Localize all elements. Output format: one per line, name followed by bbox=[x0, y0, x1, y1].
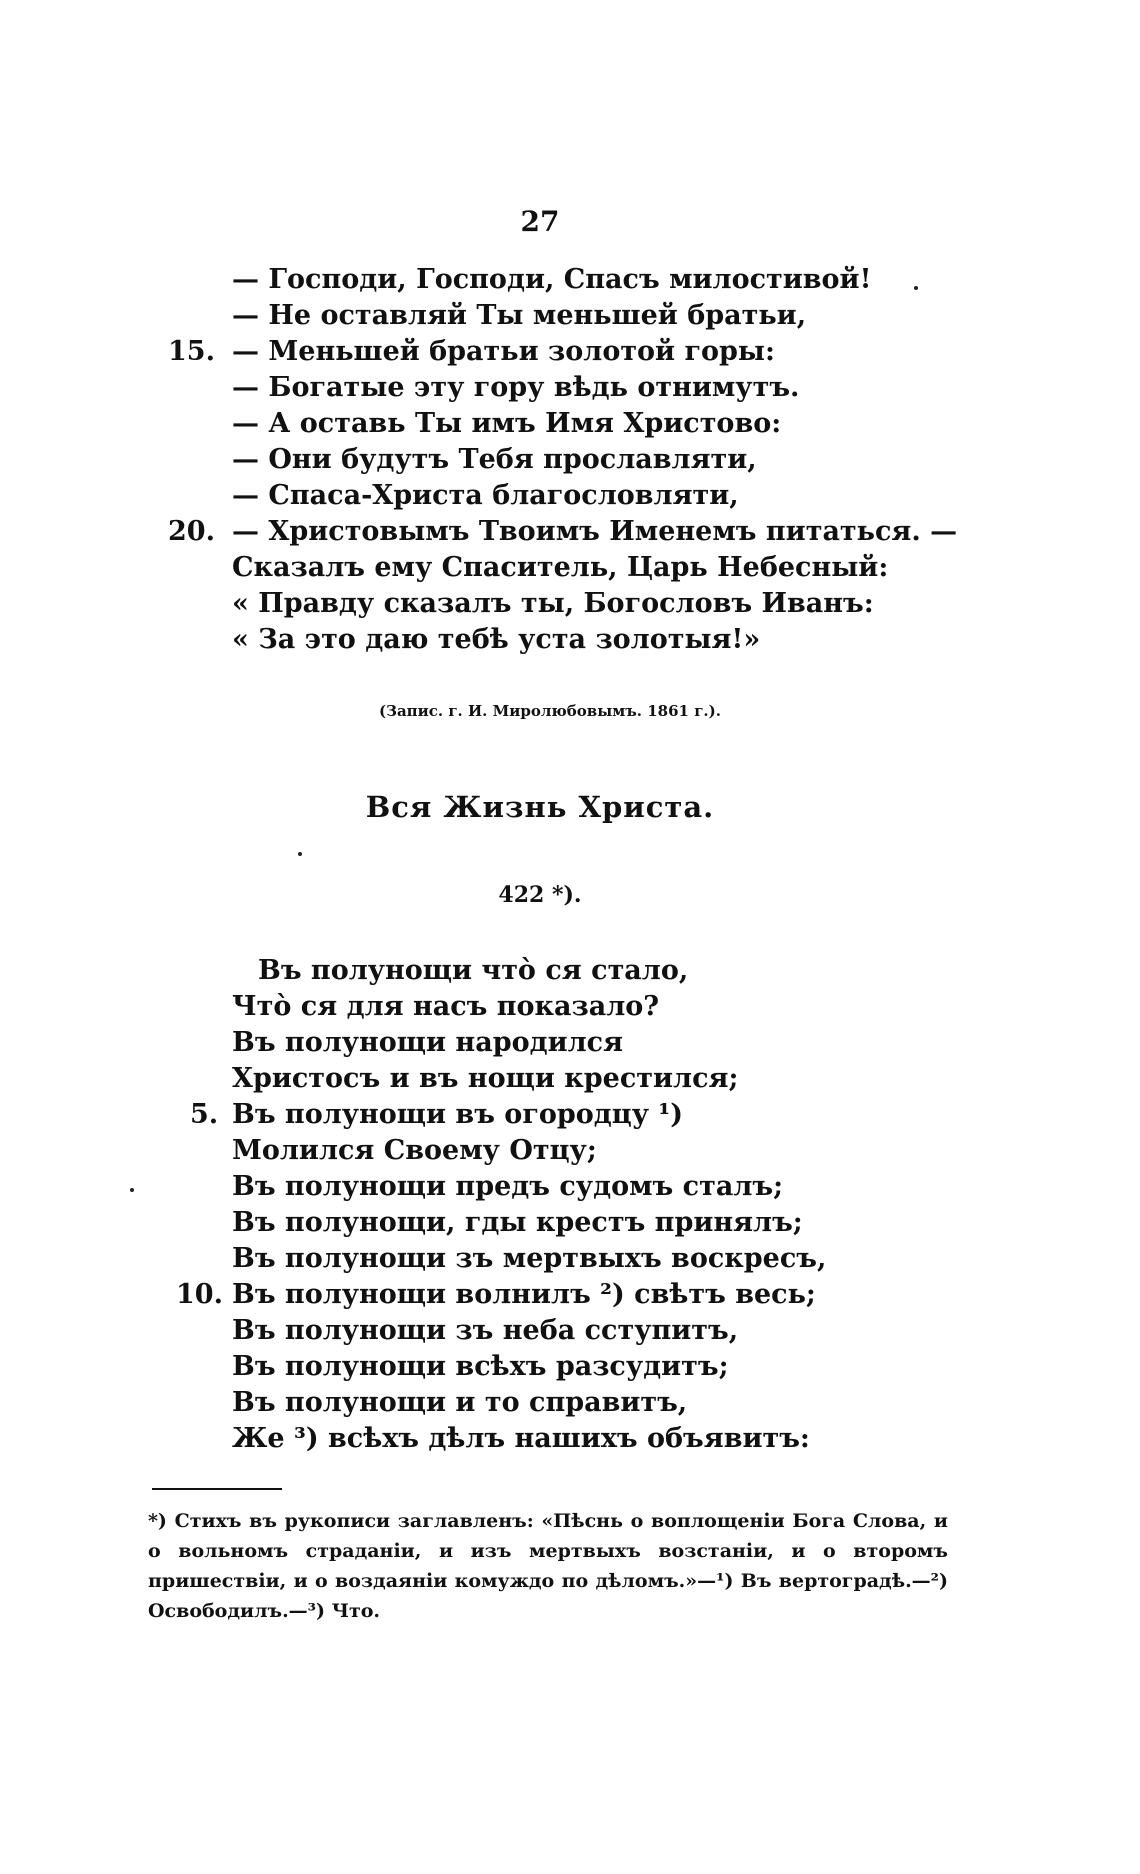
verse-line bbox=[0, 298, 1140, 334]
line-text: — Спаса-Христа благословляти, bbox=[232, 480, 739, 511]
section-title: Вся Жизнь Христа. bbox=[365, 790, 715, 824]
line-text: Въ полунощи зъ мертвыхъ воскресъ, bbox=[232, 1243, 827, 1274]
line-text: Въ полунощи что̀ ся стало, bbox=[258, 955, 689, 986]
line-text: Въ полунощи, гды крестъ принялъ; bbox=[232, 1207, 803, 1238]
ink-speck bbox=[130, 1188, 134, 1192]
line-text: — Богатые эту гору вѣдь отнимутъ. bbox=[232, 372, 800, 403]
verse-line bbox=[0, 622, 1140, 658]
line-text: Въ полунощи волнилъ ²) свѣтъ весь; bbox=[232, 1279, 816, 1310]
poem-number: 422 *). bbox=[498, 882, 582, 908]
footnote-divider bbox=[152, 1488, 282, 1490]
verse-line bbox=[0, 953, 1140, 989]
line-text: — Христовымъ Твоимъ Именемъ питаться. — bbox=[232, 516, 958, 547]
line-text: Въ полунощи въ огородцу ¹) bbox=[232, 1099, 683, 1130]
verse-line bbox=[0, 1133, 1140, 1169]
verse-line bbox=[0, 1205, 1140, 1241]
footnotes bbox=[148, 1506, 948, 1626]
poem bbox=[0, 953, 1140, 1457]
verse-line bbox=[0, 478, 1140, 514]
line-text: — Господи, Господи, Спасъ милостивой! bbox=[232, 264, 872, 295]
line-text: Въ полунощи всѣхъ разсудитъ; bbox=[232, 1351, 729, 1382]
verse-line bbox=[0, 1097, 1140, 1133]
poem-continuation bbox=[0, 262, 1140, 658]
attribution: (Запис. г. И. Миролюбовымъ. 1861 г.). bbox=[379, 702, 721, 720]
verse-line bbox=[0, 1277, 1140, 1313]
verse-line bbox=[0, 514, 1140, 550]
ink-speck bbox=[914, 286, 918, 290]
verse-line bbox=[0, 406, 1140, 442]
verse-line bbox=[0, 262, 1140, 298]
line-text: Въ полунощи народился bbox=[232, 1027, 624, 1058]
footnote-text: *) Стихъ въ рукописи заглавленъ: «Пѣснь о воплощеніи Бога Слова, и о вольномъ страданіи, и изъ мертвыхъ возстаніи, и о второмъ пришествіи, и о воздаяніи комуждо по дѣломъ.»—¹) Въ вертоградѣ.—²) Освободилъ.—³) Что. bbox=[148, 1510, 948, 1622]
line-number: 20. bbox=[168, 516, 215, 547]
line-text: — Меньшей братьи золотой горы: bbox=[232, 336, 775, 367]
verse-line bbox=[0, 442, 1140, 478]
line-text: — Они будутъ Тебя прославляти, bbox=[232, 444, 757, 475]
line-text: Сказалъ ему Спаситель, Царь Небесный: bbox=[232, 552, 889, 583]
line-text: — Не оставляй Ты меньшей братьи, bbox=[232, 300, 807, 331]
verse-line bbox=[0, 1313, 1140, 1349]
line-text: Же ³) всѣхъ дѣлъ нашихъ объявитъ: bbox=[232, 1423, 810, 1454]
verse-line bbox=[0, 989, 1140, 1025]
line-text: Молился Своему Отцу; bbox=[232, 1135, 597, 1166]
ink-speck bbox=[298, 852, 302, 856]
line-text: « Правду сказалъ ты, Богословъ Иванъ: bbox=[232, 588, 874, 619]
line-number: 5. bbox=[190, 1099, 219, 1130]
verse-line bbox=[0, 334, 1140, 370]
verse-line bbox=[0, 1241, 1140, 1277]
verse-line bbox=[0, 1169, 1140, 1205]
line-text: Въ полунощи и то справитъ, bbox=[232, 1387, 688, 1418]
verse-line bbox=[0, 1061, 1140, 1097]
verse-line bbox=[0, 1421, 1140, 1457]
line-text: — А оставь Ты имъ Имя Христово: bbox=[232, 408, 782, 439]
line-text: Что̀ ся для насъ показало? bbox=[232, 991, 660, 1022]
line-text: Христосъ и въ нощи крестился; bbox=[232, 1063, 739, 1094]
verse-line bbox=[0, 1385, 1140, 1421]
line-number: 15. bbox=[168, 336, 215, 367]
line-number: 10. bbox=[176, 1279, 223, 1310]
verse-line bbox=[0, 586, 1140, 622]
verse-line bbox=[0, 1349, 1140, 1385]
verse-line bbox=[0, 1025, 1140, 1061]
line-text: « За это даю тебѣ уста золотыя!» bbox=[232, 624, 761, 655]
line-text: Въ полунощи зъ неба сступитъ, bbox=[232, 1315, 739, 1346]
verse-line bbox=[0, 370, 1140, 406]
page-number: 27 bbox=[520, 205, 560, 238]
line-text: Въ полунощи предъ судомъ сталъ; bbox=[232, 1171, 784, 1202]
verse-line bbox=[0, 550, 1140, 586]
